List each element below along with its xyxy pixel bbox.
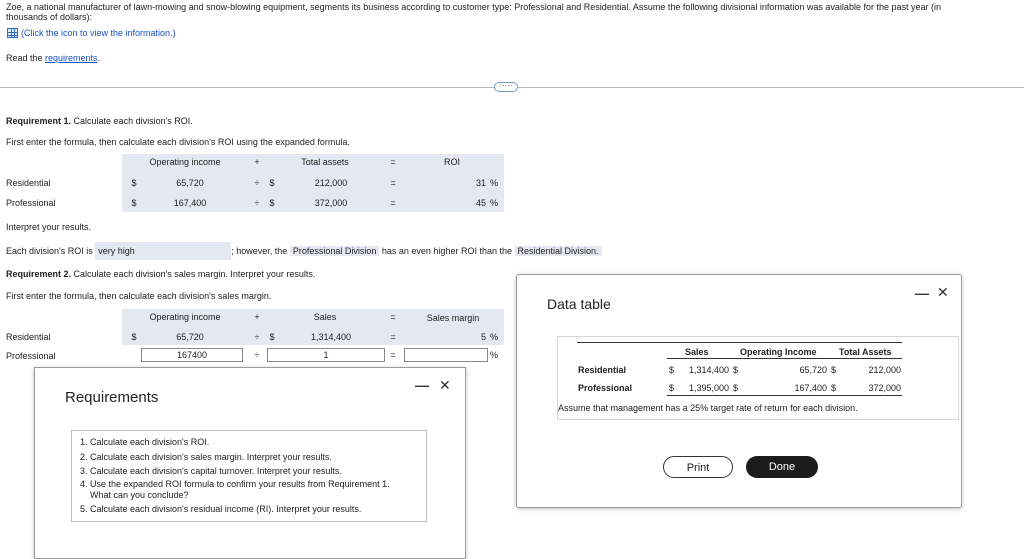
dt-row-professional-label: Professional: [578, 383, 633, 393]
roi-row-residential-label: Residential: [6, 178, 51, 188]
roi-res-div: ÷: [254, 178, 260, 188]
roi-pro-op[interactable]: 167,400: [173, 198, 207, 208]
dt-res-cur: $: [669, 365, 675, 375]
sm-res-pct: %: [489, 332, 498, 342]
close-icon[interactable]: ✕: [439, 377, 451, 393]
interpret-sentence: [6, 242, 602, 260]
sm-res-cur: $: [131, 332, 137, 342]
roi-res-value[interactable]: 31: [475, 178, 486, 188]
roi-header-plus: +: [254, 157, 260, 167]
sm-pro-op-input[interactable]: 167400: [141, 348, 243, 362]
dt-header-sales: Sales: [685, 347, 709, 357]
requirement-item-4-cont: What can you conclude?: [90, 490, 189, 501]
requirement-item-5: 5. Calculate each division's residual income (RI). Interpret your results.: [80, 503, 362, 514]
problem-statement: [6, 2, 1006, 22]
dt-res-cur3: $: [831, 365, 837, 375]
sm-row-residential-label: Residential: [6, 332, 51, 342]
data-table-title: Data table: [547, 296, 611, 312]
roi-res-cur2: $: [269, 178, 275, 188]
sm-pro-sales-input[interactable]: 1: [267, 348, 385, 362]
sentence-part-b: ; however, the: [231, 246, 288, 256]
roi-header-eq: =: [390, 157, 396, 167]
sm-res-div: ÷: [254, 332, 260, 342]
done-button[interactable]: Done: [746, 456, 818, 478]
dt-pro-ta: 372,000: [868, 383, 901, 393]
table-icon[interactable]: [7, 28, 18, 38]
table-top-rule: [577, 342, 902, 343]
sm-res-eq: =: [390, 332, 396, 342]
table-bottom-rule: [667, 395, 902, 396]
roi-pro-cur2: $: [269, 198, 275, 208]
requirements-modal-title: Requirements: [65, 389, 159, 406]
dt-pro-op: 167,400: [794, 383, 827, 393]
sm-res-value[interactable]: 5: [480, 332, 486, 342]
req2-title-rest: Calculate each division's sales margin. Interpret your results.: [71, 269, 316, 279]
req1-title-rest: Calculate each division's ROI.: [71, 116, 193, 126]
more-button[interactable]: ·····: [494, 82, 518, 92]
sm-header-sales: Sales: [313, 312, 337, 322]
requirements-modal: [34, 367, 466, 559]
sm-res-cur2: $: [269, 332, 275, 342]
requirement-item-4: 4. Use the expanded ROI formula to confirm your results from Requirement 1.: [80, 478, 390, 489]
dt-res-op: 65,720: [799, 365, 827, 375]
sm-pro-eq: =: [390, 350, 396, 360]
req1-instruction: First enter the formula, then calculate each division's ROI using the expanded formula.: [6, 137, 350, 147]
minimize-icon[interactable]: —: [415, 377, 429, 393]
req1-title-bold: Requirement 1.: [6, 116, 72, 126]
read-requirements: [6, 53, 100, 63]
sm-header-eq: =: [390, 312, 396, 322]
answer-dropdown-1[interactable]: very high: [95, 242, 231, 260]
sm-header-sm: Sales margin: [426, 313, 480, 323]
dt-pro-cur3: $: [831, 383, 837, 393]
minimize-icon[interactable]: —: [915, 285, 929, 301]
sm-row-professional-label: Professional: [6, 351, 56, 361]
answer-dropdown-3[interactable]: Residential Division.: [515, 246, 602, 256]
sm-pro-pct: %: [489, 350, 498, 360]
dt-header-ta: Total Assets: [839, 347, 892, 357]
dt-pro-cur: $: [669, 383, 675, 393]
interpret-label: Interpret your results.: [6, 222, 92, 232]
table-header-rule: [667, 358, 902, 359]
print-button[interactable]: Print: [663, 456, 733, 478]
sm-header-plus: +: [254, 312, 260, 322]
roi-pro-ta[interactable]: 372,000: [314, 198, 348, 208]
requirement-item-3: 3. Calculate each division's capital turnover. Interpret your results.: [80, 466, 342, 477]
sm-res-sales[interactable]: 1,314,400: [310, 332, 352, 342]
req2-instruction: First enter the formula, then calculate each division's sales margin.: [6, 291, 272, 301]
read-prefix: Read the: [6, 53, 46, 63]
sentence-part-a: Each division's ROI is: [6, 246, 93, 256]
roi-res-eq: =: [390, 178, 396, 188]
sm-pro-value-input[interactable]: [404, 348, 488, 362]
req2-title-bold: Requirement 2.: [6, 269, 72, 279]
roi-res-cur: $: [131, 178, 137, 188]
close-icon[interactable]: ✕: [937, 284, 949, 300]
dt-header-op: Operating Income: [740, 347, 817, 357]
data-table-modal: [516, 274, 962, 508]
read-suffix: .: [97, 53, 101, 63]
sm-res-op[interactable]: 65,720: [176, 332, 204, 342]
dt-note: Assume that management has a 25% target rate of return for each division.: [558, 403, 858, 413]
roi-pro-cur: $: [131, 198, 137, 208]
sm-pro-div: ÷: [254, 350, 260, 360]
requirement-item-1: 1. Calculate each division's ROI.: [80, 437, 210, 447]
answer-dropdown-2[interactable]: Professional Division: [290, 246, 380, 256]
roi-res-ta[interactable]: 212,000: [314, 178, 348, 188]
roi-res-op[interactable]: 65,720: [176, 178, 204, 188]
dt-res-cur2: $: [733, 365, 739, 375]
info-hint[interactable]: [7, 28, 176, 38]
dt-pro-cur2: $: [733, 383, 739, 393]
requirements-list: [71, 430, 427, 522]
requirement-item-2: 2. Calculate each division's sales margin. Interpret your results.: [80, 451, 332, 462]
dt-row-residential-label: Residential: [578, 365, 627, 375]
roi-pro-div: ÷: [254, 198, 260, 208]
roi-res-pct: %: [489, 178, 498, 188]
req2-title: [6, 269, 315, 279]
dt-res-ta: 212,000: [868, 365, 901, 375]
problem-line-1: Zoe, a national manufacturer of lawn-mowing and snow-blowing equipment, segments its business according to customer type: Professional and Residential. Assume the following divisional information was available for the past year (in: [6, 2, 941, 12]
sentence-part-c: has an even higher ROI than the: [381, 246, 512, 256]
dt-pro-sales: 1,395,000: [688, 383, 729, 393]
click-hint[interactable]: (Click the icon to view the information.): [21, 28, 176, 38]
roi-header-roi: ROI: [443, 157, 460, 167]
req1-title: [6, 116, 193, 126]
roi-pro-eq: =: [390, 198, 396, 208]
roi-header-ta: Total assets: [301, 157, 349, 167]
dt-res-sales: 1,314,400: [688, 365, 729, 375]
requirements-link[interactable]: requirements: [45, 53, 98, 63]
roi-row-professional-label: Professional: [6, 198, 56, 208]
problem-line-2: thousands of dollars):: [6, 12, 93, 22]
sm-header-op: Operating income: [149, 312, 221, 322]
roi-header-op: Operating income: [149, 157, 221, 167]
roi-pro-pct: %: [489, 198, 498, 208]
roi-pro-value[interactable]: 45: [475, 198, 486, 208]
